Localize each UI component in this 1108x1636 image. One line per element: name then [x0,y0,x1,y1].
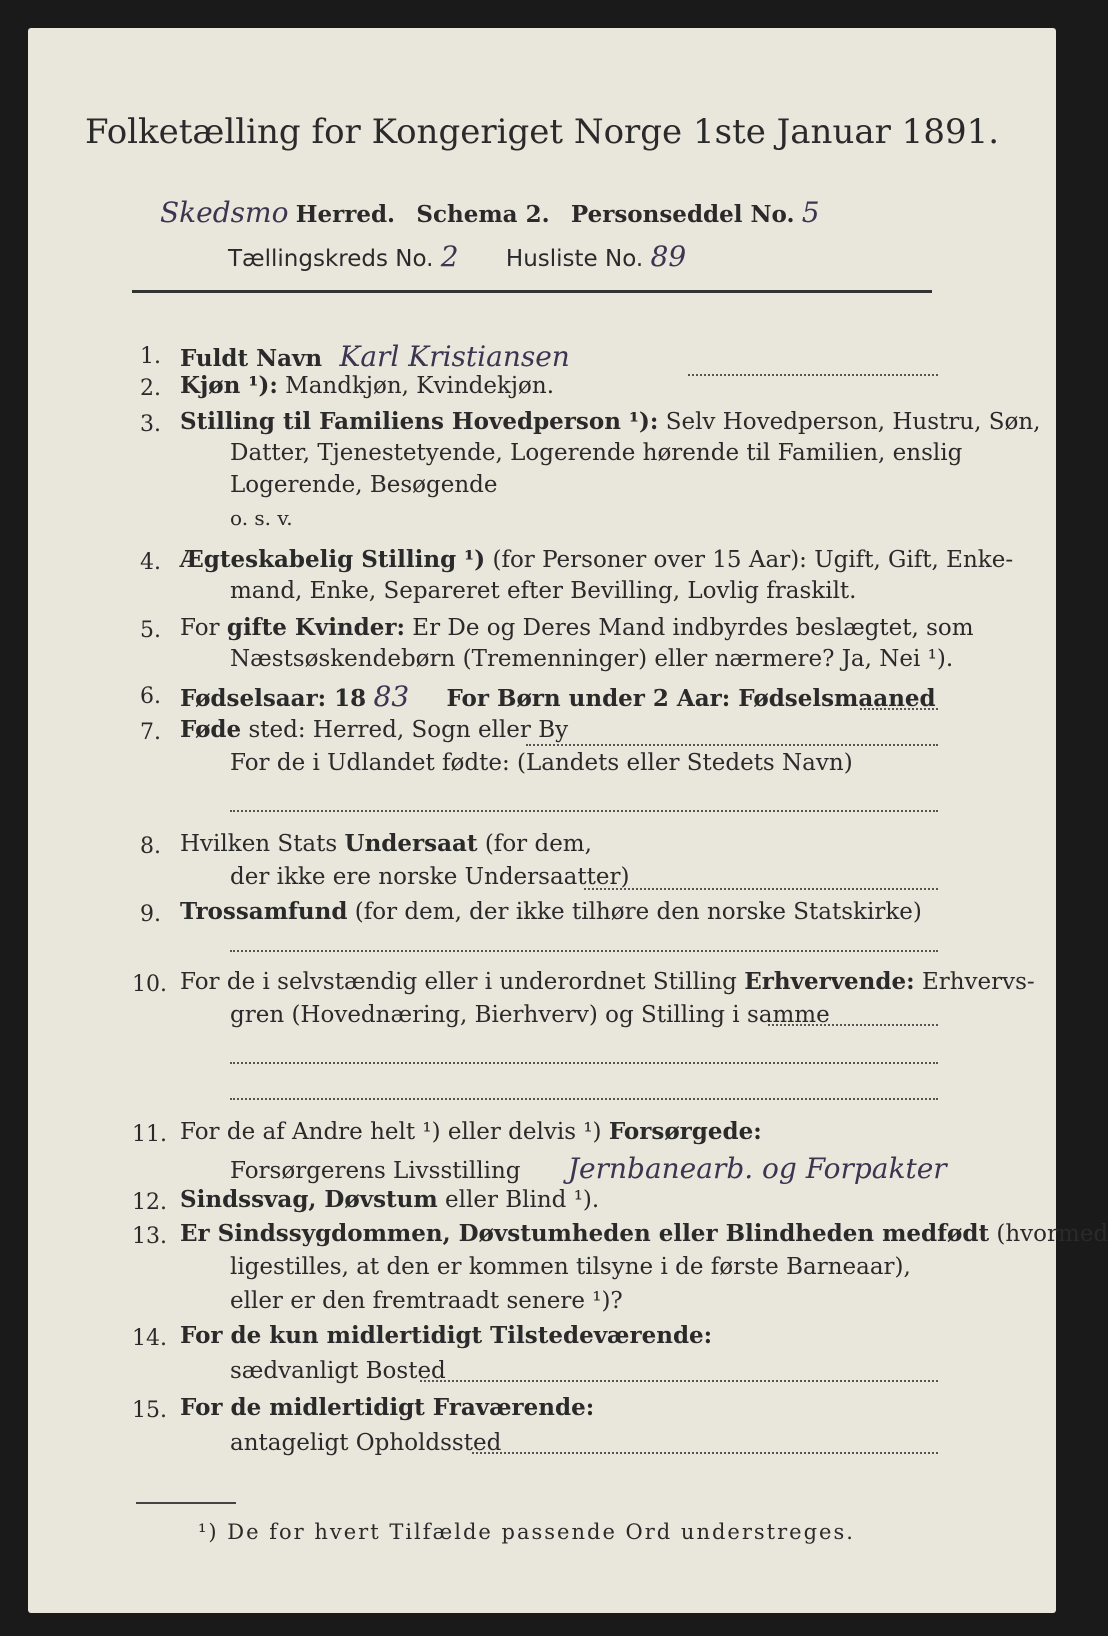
dotted-line [526,744,938,746]
form-title: Folketælling for Kongeriget Norge 1ste Januar 1891. [84,112,1000,152]
dotted-line [472,1452,938,1454]
schema-label: Schema 2. [416,201,550,228]
item-fravaerende [180,1394,594,1421]
item-undersaat [180,830,592,857]
erhverv-text: For de i selvstændig eller i underordnet Stilling [180,969,737,995]
item-number: 15. [132,1398,167,1423]
item-stilling [180,408,1040,435]
item-sindssvag [180,1186,599,1213]
trossamfund-text: (for dem, der ikke tilhøre den norske Statskirke) [354,899,922,925]
stilling-label: Stilling til Familiens Hovedperson ¹): [180,408,659,435]
forsorgede-line-2 [230,1152,947,1185]
item-fodested [180,716,568,743]
stilling-line-4: o. s. v. [230,506,293,530]
item-number: 1. [140,344,161,369]
item-number: 7. [140,720,161,745]
aegteskab-label: Ægteskabelig Stilling ¹) [180,546,486,573]
gifte-label: gifte Kvinder: [226,614,405,641]
medfodt-text: (hvormed [996,1221,1108,1247]
kreds-value: 2 [440,240,459,273]
sindssvag-text: eller Blind ¹). [445,1187,600,1213]
item-medfodt [180,1220,1108,1247]
dotted-line [768,1024,938,1026]
item-number: 9. [140,902,161,927]
stilling-line-2: Datter, Tjenestetyende, Logerende hørende til Familien, enslig [230,440,963,466]
item-number: 13. [132,1224,167,1249]
item-number: 10. [132,972,167,997]
item-fodselsaar [180,680,936,713]
sindssvag-label: Sindssvag, Døvstum [180,1186,438,1213]
item-kjon [180,372,554,399]
husliste-value: 89 [650,240,687,273]
kreds-line [228,240,686,273]
forsorgede-label: Forsørgede: [608,1118,762,1145]
herred-line [160,196,820,229]
item-number: 4. [140,550,161,575]
livsstilling-label: Forsørgerens Livsstilling [230,1158,521,1184]
gifte-prefix: For [180,615,220,641]
fodested-label: Føde [180,716,242,743]
item-number: 12. [132,1190,167,1215]
dotted-line [230,810,938,812]
aegteskab-line-2: mand, Enke, Separeret efter Bevilling, Lovlig fraskilt. [230,578,857,604]
gifte-text: Er De og Deres Mand indbyrdes beslægtet, som [412,615,974,641]
fodested-text: sted: Herred, Sogn eller By [248,717,569,743]
erhverv-suffix: Erhvervs- [921,969,1035,995]
item-fuldt-navn [180,340,570,373]
item-number: 11. [132,1122,167,1147]
item-number: 3. [140,412,161,437]
footnote-rule [136,1502,236,1504]
dotted-line [860,708,938,710]
aegteskab-text: (for Personer over 15 Aar): Ugift, Gift, Enke- [492,547,1014,573]
item-aegteskab [180,546,1013,573]
dotted-line [230,1098,938,1100]
item-forsorgede [180,1118,762,1145]
fodested-line-2: For de i Udlandet fødte: (Landets eller Stedets Navn) [230,750,853,776]
item-number: 14. [132,1326,167,1351]
item-number: 5. [140,618,161,643]
header-rule [132,290,932,293]
medfodt-label: Er Sindssygdommen, Døvstumheden eller Blindheden medfødt [180,1220,990,1247]
erhverv-line-2: gren (Hovednæring, Bierhverv) og Stilling i samme [230,1002,830,1028]
dotted-line [230,950,938,952]
tilstedevaerende-line-2: sædvanligt Bosted [230,1358,446,1384]
fodselsaar-value: 83 [373,680,410,713]
item-erhverv [180,968,1035,995]
item-tilstedevaerende [180,1322,712,1349]
item-number: 6. [140,684,161,709]
fuldt-navn-label: Fuldt Navn [180,345,323,372]
item-gifte [180,614,974,641]
footnote: ¹) De for hvert Tilfælde passende Ord understreges. [198,1520,855,1544]
census-form [28,28,1108,1613]
personseddel-value: 5 [801,196,820,229]
herred-value: Skedsmo [160,196,289,229]
trossamfund-label: Trossamfund [180,898,348,925]
kjon-label: Kjøn ¹): [180,372,278,399]
item-number: 2. [140,376,161,401]
medfodt-line-2: ligestilles, at den er kommen tilsyne i de første Barneaar), [230,1254,911,1280]
fodselsmaaned-label: For Børn under 2 Aar: Fødselsmaaned [446,685,936,712]
medfodt-line-3: eller er den fremtraadt senere ¹)? [230,1288,623,1314]
dotted-line [230,1062,938,1064]
dotted-line [584,888,938,890]
undersaat-line-2: der ikke ere norske Undersaatter) [230,864,630,890]
stilling-text: Selv Hovedperson, Hustru, Søn, [665,409,1041,435]
dotted-line [688,374,938,376]
undersaat-label: Undersaat [344,830,478,857]
gifte-line-2: Næstsøskendebørn (Tremenninger) eller nærmere? Ja, Nei ¹). [230,646,954,672]
undersaat-prefix: Hvilken Stats [180,831,338,857]
erhverv-label: Erhvervende: [744,968,915,995]
fravaerende-line-2: antageligt Opholdssted [230,1430,502,1456]
item-number: 8. [140,834,161,859]
tilstedevaerende-label: For de kun midlertidigt Tilstedeværende: [180,1322,713,1349]
forsorgede-text: For de af Andre helt ¹) eller delvis ¹) [180,1119,602,1145]
kreds-label: Tællingskreds No. [228,246,434,272]
fodselsaar-label: Fødselsaar: 18 [180,685,367,712]
kjon-text: Mandkjøn, Kvindekjøn. [285,373,555,399]
herred-label: Herred. [295,201,396,228]
dotted-line [420,1380,938,1382]
livsstilling-value: Jernbanearb. og Forpakter [567,1152,947,1185]
fuldt-navn-value: Karl Kristiansen [339,340,570,373]
undersaat-text: (for dem, [484,831,592,857]
fravaerende-label: For de midlertidigt Fraværende: [180,1394,595,1421]
husliste-label: Husliste No. [505,246,644,272]
item-trossamfund [180,898,922,925]
stilling-line-3: Logerende, Besøgende [230,472,498,498]
personseddel-label: Personseddel No. [570,201,795,228]
